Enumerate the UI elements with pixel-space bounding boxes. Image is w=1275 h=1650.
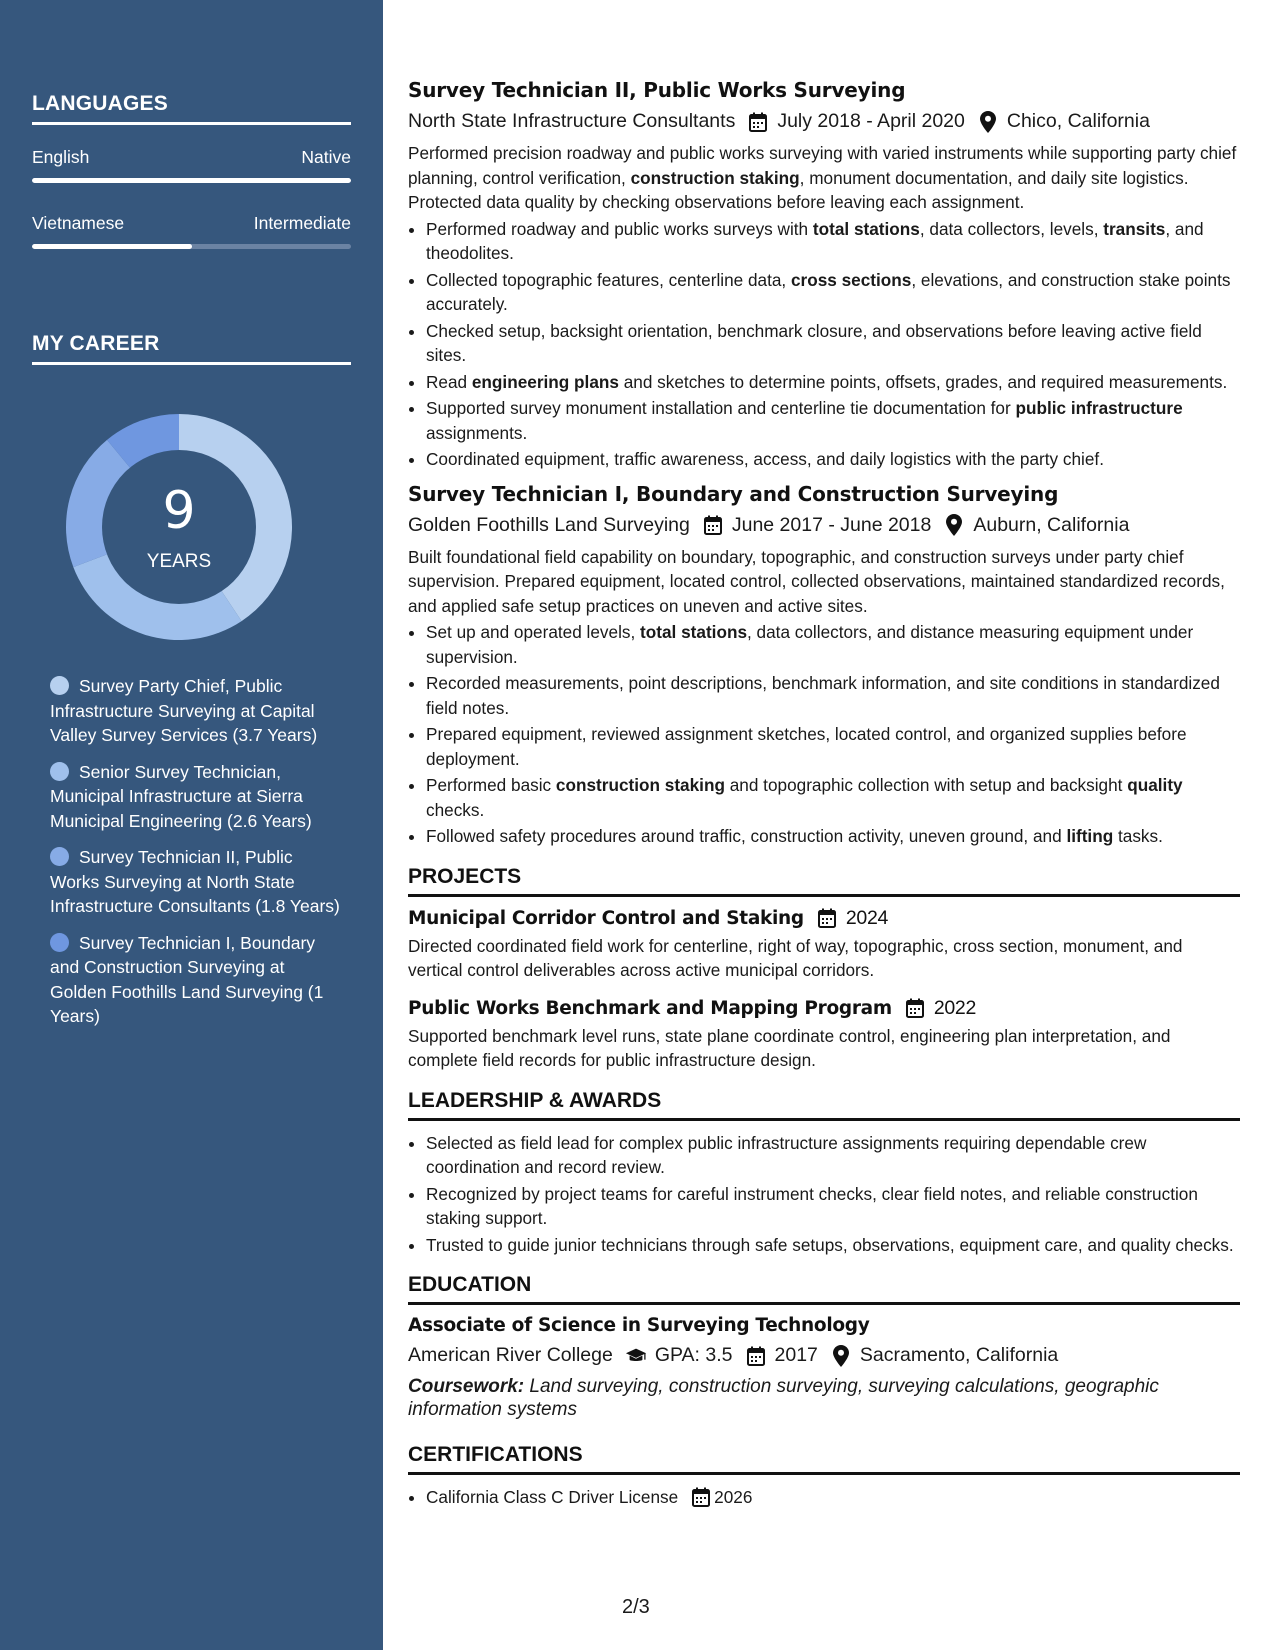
project-date <box>904 997 976 1020</box>
language-name: Vietnamese <box>32 213 125 233</box>
legend-dot-icon <box>50 933 69 952</box>
project-date <box>816 907 888 930</box>
career-total-unit: YEARS <box>146 551 212 572</box>
job-bullet: • Performed basic construction staking and topographic collection with setup and backsight quality checks. <box>426 773 1240 822</box>
job-bullet: • Checked setup, backsight orientation, benchmark closure, and observations before leaving active field sites. <box>426 319 1240 368</box>
career-heading: MY CAREER <box>32 332 351 365</box>
job-company: North State Infrastructure Consultants <box>408 110 736 132</box>
language-row <box>32 213 351 234</box>
project-title: Public Works Benchmark and Mapping Program <box>408 997 892 1019</box>
education-location: Sacramento, California <box>859 1344 1059 1366</box>
job-summary: Performed precision roadway and public works surveying with varied instruments while supporting party chief planning, control verification, construction staking, monument documentation, and daily site logistics. Protected data quality by checking observations before leaving each assignment. <box>408 143 1237 212</box>
job-bullet: • Coordinated equipment, traffic awareness, access, and daily logistics with the party chief. <box>426 447 1240 472</box>
education-gpa: GPA: 3.5 <box>654 1344 733 1366</box>
job-bullets <box>408 217 1240 472</box>
job-entry <box>408 78 1240 472</box>
certification-year: 2026 <box>714 1487 753 1507</box>
career-legend-text: Survey Technician II, Public Works Surveying at North State Infrastructure Consultants (1.8 Years) <box>50 847 340 916</box>
project-description: Directed coordinated field work for centerline, right of way, topographic, cross section, monument, and vertical control deliverables across active municipal corridors. <box>408 935 1183 980</box>
leadership-item: • Selected as field lead for complex public infrastructure assignments requiring dependable crew coordination and record review. <box>426 1131 1240 1180</box>
career-total-value: 9 <box>162 481 196 541</box>
career-section <box>32 332 351 365</box>
career-legend-item <box>50 931 340 1029</box>
language-proficiency-fill <box>32 178 351 183</box>
job-entry <box>408 482 1240 849</box>
career-legend-text: Survey Technician I, Boundary and Construction Surveying at Golden Foothills Land Surveying (1 Years) <box>50 932 324 1026</box>
leadership-item: • Recognized by project teams for careful instrument checks, clear field notes, and reliable construction staking support. <box>426 1182 1240 1231</box>
education-heading: EDUCATION <box>408 1273 1240 1305</box>
education-school: American River College <box>408 1344 613 1366</box>
job-title: Survey Technician I, Boundary and Construction Surveying <box>408 481 1059 506</box>
page-number: 2/3 <box>622 1596 650 1618</box>
career-legend-text: Survey Party Chief, Public Infrastructure Surveying at Capital Valley Survey Services (3.7 Years) <box>50 676 318 745</box>
job-summary: Built foundational field capability on boundary, topographic, and construction surveys under party chief supervision. Prepared equipment, located control, collected observations, maintained standardized records, and applied safe setup practices on uneven and active sites. <box>408 546 1225 616</box>
main-content <box>408 78 1240 1512</box>
language-level: Native <box>301 147 351 167</box>
language-proficiency-bar <box>32 244 351 249</box>
project-title: Municipal Corridor Control and Staking <box>408 907 804 929</box>
job-bullet: • Collected topographic features, centerline data, cross sections, elevations, and construction stake points accurately. <box>426 268 1240 317</box>
job-meta <box>408 514 1240 537</box>
language-name: English <box>32 147 90 167</box>
job-dates: June 2017 - June 2018 <box>731 513 932 536</box>
job-bullet: • Recorded measurements, point descriptions, benchmark information, and site conditions in standardized field notes. <box>426 671 1240 720</box>
projects-heading: PROJECTS <box>408 865 1240 897</box>
projects-list <box>408 907 1240 1073</box>
leadership-list <box>408 1131 1240 1258</box>
certifications-list <box>408 1485 1240 1510</box>
job-bullet: • Set up and operated levels, total stations, data collectors, and distance measuring equipment under supervision. <box>426 620 1240 669</box>
job-title: Survey Technician II, Public Works Surveying <box>408 78 906 102</box>
leadership-heading: LEADERSHIP & AWARDS <box>408 1089 1240 1121</box>
job-bullet: • Prepared equipment, reviewed assignment sketches, located control, and organized supplies before deployment. <box>426 722 1240 771</box>
job-bullet: • Supported survey monument installation and centerline tie documentation for public infrastructure assignments. <box>426 396 1240 445</box>
project-title-row <box>408 997 1240 1020</box>
calendar-icon <box>904 997 926 1019</box>
education-meta <box>408 1344 1240 1367</box>
project-year: 2024 <box>845 906 889 929</box>
calendar-icon <box>702 514 724 536</box>
job-company: Golden Foothills Land Surveying <box>408 513 690 536</box>
career-legend-item <box>50 760 340 834</box>
education-entry <box>408 1315 1240 1421</box>
job-bullet: • Read engineering plans and sketches to determine points, offsets, grades, and required measurements. <box>426 370 1240 395</box>
certifications-heading: CERTIFICATIONS <box>408 1443 1240 1475</box>
language-proficiency-bar <box>32 178 351 183</box>
legend-dot-icon <box>50 676 69 695</box>
job-bullet: • Followed safety procedures around traffic, construction activity, uneven ground, and lifting tasks. <box>426 824 1240 849</box>
career-legend-text: Senior Survey Technician, Municipal Infrastructure at Sierra Municipal Engineering (2.6 Years) <box>50 761 312 831</box>
job-dates: July 2018 - April 2020 <box>777 110 965 132</box>
job-location: Chico, California <box>1006 110 1150 132</box>
legend-dot-icon <box>50 847 69 866</box>
job-meta <box>408 110 1240 133</box>
career-legend-item <box>50 845 340 919</box>
location-pin-icon <box>977 111 999 133</box>
language-row <box>32 147 351 168</box>
leadership-item: • Trusted to guide junior technicians through safe setups, observations, equipment care, and quality checks. <box>426 1233 1240 1258</box>
certification-name: California Class C Driver License <box>426 1487 679 1507</box>
languages-heading: LANGUAGES <box>32 92 351 125</box>
location-pin-icon <box>830 1345 852 1367</box>
education-year: 2017 <box>774 1344 818 1366</box>
project-entry <box>408 997 1240 1073</box>
certification-item <box>426 1485 1240 1510</box>
career-legend <box>50 674 340 1041</box>
education-coursework <box>408 1375 1240 1421</box>
career-legend-item <box>50 674 340 748</box>
job-bullet: • Performed roadway and public works surveys with total stations, data collectors, levels, transits, and theodolites. <box>426 217 1240 266</box>
job-location: Auburn, California <box>973 513 1130 536</box>
project-year: 2022 <box>933 996 976 1019</box>
location-pin-icon <box>943 514 965 536</box>
calendar-icon <box>816 907 838 929</box>
languages-section <box>32 92 351 249</box>
language-list <box>32 147 351 249</box>
calendar-icon <box>745 1345 767 1367</box>
experience-list <box>408 78 1240 849</box>
coursework-label: Coursework: <box>408 1376 525 1397</box>
career-donut-chart <box>66 414 292 640</box>
project-description: Supported benchmark level runs, state plane coordinate control, engineering plan interpretation, and complete field records for public infrastructure design. <box>408 1025 1171 1070</box>
project-entry <box>408 907 1240 983</box>
calendar-icon <box>690 1486 712 1508</box>
education-degree: Associate of Science in Surveying Technology <box>408 1315 870 1336</box>
coursework-text: Land surveying, construction surveying, surveying calculations, geographic information systems <box>408 1376 1159 1420</box>
language-proficiency-fill <box>32 244 192 249</box>
job-bullets <box>408 620 1240 849</box>
sidebar <box>0 0 383 1650</box>
project-title-row <box>408 907 1240 930</box>
language-level: Intermediate <box>253 213 351 233</box>
graduation-cap-icon <box>625 1345 647 1367</box>
calendar-icon <box>747 111 769 133</box>
legend-dot-icon <box>50 762 69 781</box>
